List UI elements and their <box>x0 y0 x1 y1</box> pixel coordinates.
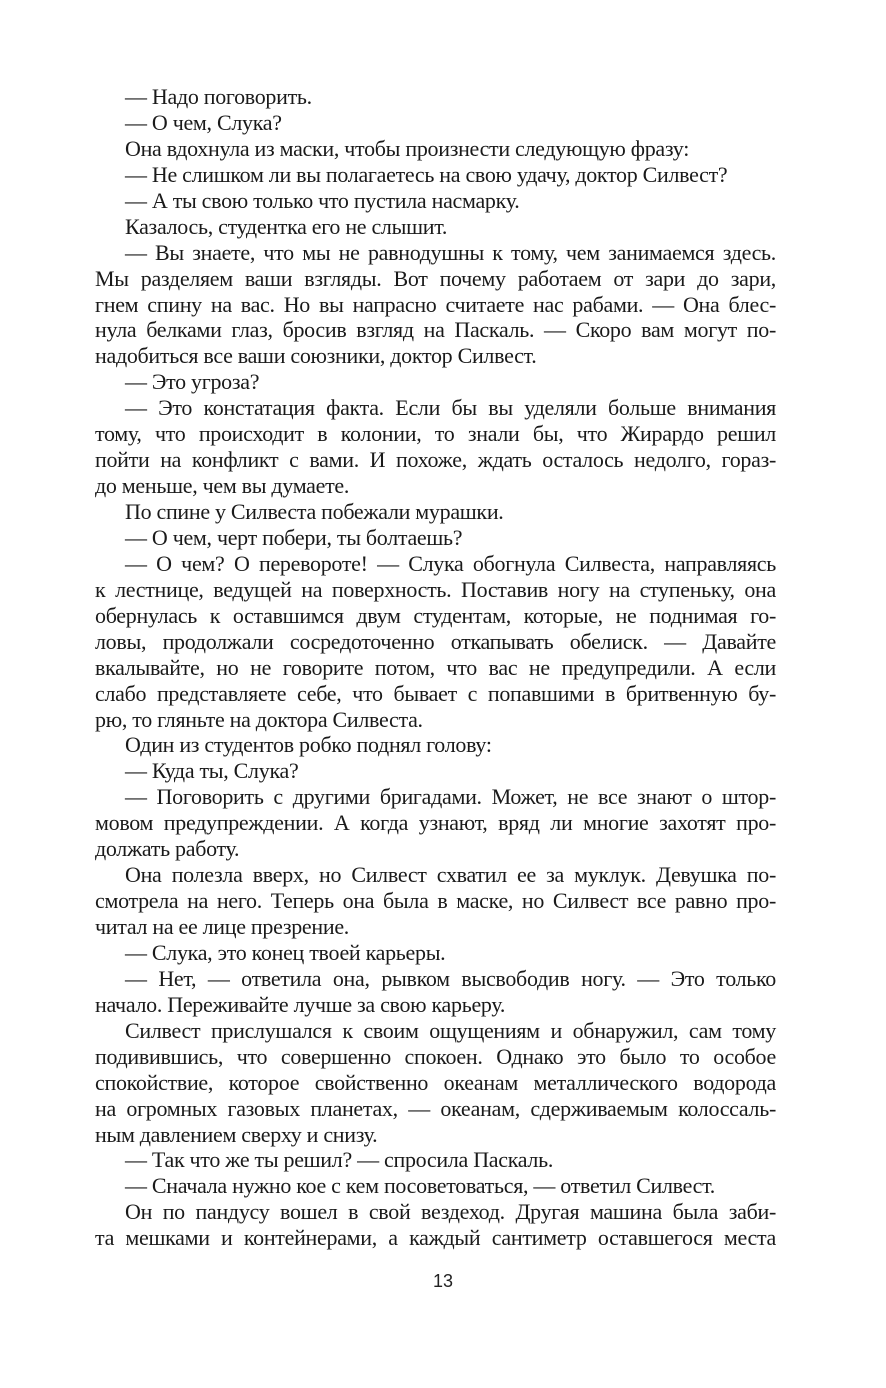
text-line: — О чем, черт побери, ты болтаешь? <box>125 524 463 550</box>
text-line: Он по пандусу вошел в свой вездеход. Другая машина была заби- <box>125 1199 776 1225</box>
text-line: смотрела на него. Теперь она была в маске, но Силвест все равно про- <box>95 888 776 914</box>
text-line: начало. Переживайте лучше за свою карьеру. <box>95 991 506 1017</box>
paragraph <box>95 188 776 214</box>
paragraph <box>95 162 776 188</box>
text-line: подивившись, что совершенно спокоен. Однако это было то особое <box>95 1043 776 1069</box>
text-line: спокойствие, которое свойственно океанам металлического водорода <box>95 1069 776 1095</box>
text-line: — Это угроза? <box>125 369 260 395</box>
text-line: — О чем, Слука? <box>125 109 282 135</box>
text-line: Силвест прислушался к своим ощущениям и обнаружил, сам тому <box>125 1017 776 1043</box>
text-line: Казалось, студентка его не слышит. <box>125 213 448 239</box>
text-line: рю, то гляньте на доктора Силвеста. <box>95 706 423 732</box>
paragraph <box>95 395 776 499</box>
text-line: Один из студентов робко поднял голову: <box>125 732 492 758</box>
paragraph <box>95 369 776 395</box>
text-line: до меньше, чем вы думаете. <box>95 473 350 499</box>
text-line: Она вдохнула из маски, чтобы произнести следующую фразу: <box>125 135 690 161</box>
paragraph <box>95 758 776 784</box>
paragraph <box>95 784 776 862</box>
text-line: — Поговорить с другими бригадами. Может, не все знают о штор- <box>125 784 776 810</box>
paragraph <box>95 862 776 940</box>
paragraph <box>95 1018 776 1148</box>
text-line: ловы, продолжали сосредоточенно откапывать обелиск. — Давайте <box>95 628 776 654</box>
text-line: — Куда ты, Слука? <box>125 758 299 784</box>
paragraph <box>95 110 776 136</box>
text-line: — Надо поговорить. <box>125 84 312 109</box>
text-line: — Вы знаете, что мы не равнодушны к тому, чем занимаемся здесь. <box>125 239 776 265</box>
paragraph <box>95 84 776 110</box>
text-line: обернулась к оставшимся двум студентам, которые, не поднимая го- <box>95 602 776 628</box>
paragraph <box>95 214 776 240</box>
text-line: — О чем? О перевороте! — Слука обогнула Силвеста, направляясь <box>125 550 776 576</box>
text-line: — Так что же ты решил? — спросила Паскаль. <box>125 1147 554 1173</box>
text-line: Мы разделяем ваши взгляды. Вот почему работаем от зари до зари, <box>95 265 776 291</box>
text-line: та мешками и контейнерами, а каждый сантиметр оставшегося места <box>95 1225 776 1251</box>
text-line: должать работу. <box>95 836 240 862</box>
text-line: на огромных газовых планетах, — океанам, сдерживаемым колоссаль- <box>95 1095 776 1121</box>
text-line: читал на ее лице презрение. <box>95 914 349 939</box>
paragraph <box>95 966 776 1018</box>
text-line: нула белками глаз, бросив взгляд на Паскаль. — Скоро вам могут по- <box>95 317 776 343</box>
text-line: мовом предупреждении. А когда узнают, вряд ли многие захотят про- <box>95 810 776 836</box>
text-line: гнем спину на вас. Но вы напрасно считаете нас рабами. — Она блес- <box>95 291 776 317</box>
page-number: 13 <box>432 1271 454 1291</box>
paragraph <box>95 240 776 370</box>
text-line: По спине у Силвеста побежали мурашки. <box>125 499 504 524</box>
paragraph <box>95 499 776 525</box>
paragraph <box>95 1199 776 1251</box>
text-line: — Нет, — ответила она, рывком высвободив ногу. — Это только <box>125 965 776 991</box>
paragraph <box>95 1173 776 1199</box>
text-line: Она полезла вверх, но Силвест схватил ее за муклук. Девушка по- <box>125 862 776 888</box>
paragraph <box>95 732 776 758</box>
text-line: надобиться все ваши союзники, доктор Силвест. <box>95 343 537 369</box>
paragraph <box>95 1147 776 1173</box>
text-line: — Не слишком ли вы полагаетесь на свою удачу, доктор Силвест? <box>125 161 728 187</box>
paragraph <box>95 136 776 162</box>
paragraph <box>95 525 776 551</box>
text-line: — А ты свою только что пустила насмарку. <box>125 187 520 213</box>
paragraph <box>95 551 776 733</box>
text-line: вкалывайте, но не говорите потом, что вас не предупредили. А если <box>95 654 776 680</box>
book-page-text <box>95 84 776 1251</box>
text-line: к лестнице, ведущей на поверхность. Поставив ногу на ступеньку, она <box>95 576 776 602</box>
text-line: — Слука, это конец твоей карьеры. <box>125 939 446 965</box>
text-line: ным давлением сверху и снизу. <box>95 1121 378 1147</box>
paragraph <box>95 940 776 966</box>
text-line: слабо представляете себе, что бывает с попавшими в бритвенную бу- <box>95 680 776 706</box>
text-line: — Сначала нужно кое с кем посоветоваться, — ответил Силвест. <box>125 1173 715 1199</box>
text-line: — Это констатация факта. Если бы вы уделяли больше внимания <box>125 395 776 421</box>
text-line: тому, что происходит в колонии, то знали бы, что Жирардо решил <box>95 421 776 447</box>
text-line: пойти на конфликт с вами. И похоже, ждать осталось недолго, гораз- <box>95 447 776 473</box>
